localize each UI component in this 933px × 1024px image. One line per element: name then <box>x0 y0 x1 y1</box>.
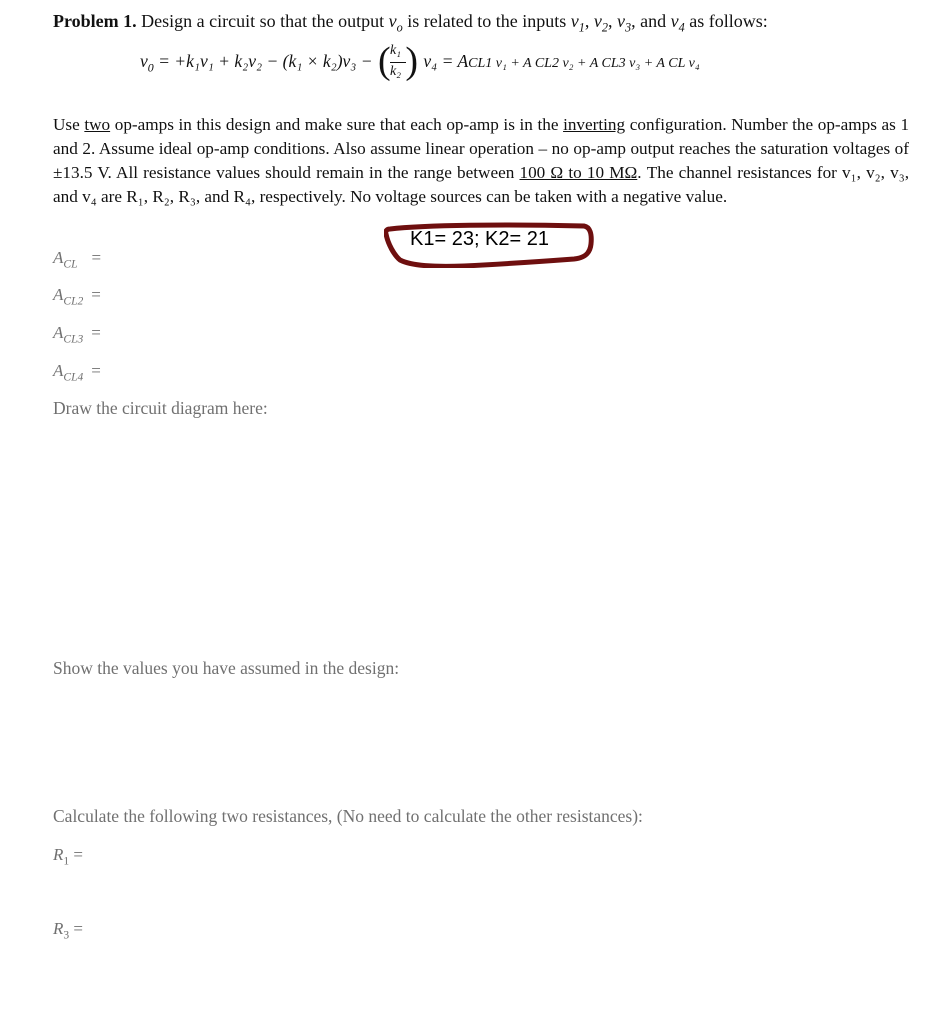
equation-term2: v₄ = A <box>423 51 469 72</box>
instructions-paragraph <box>53 113 909 209</box>
para-s2: op-amps in this design and make sure that each op-amp is in the <box>114 115 559 134</box>
para-s4: . The channel resistances for v₁, v₂, v₃, and v₄ are R₁, R₂, R₃, and R₄, respectively. No voltage sources can be taken with a negative value. <box>53 163 910 206</box>
output-variable: $v_o$ <box>388 11 403 35</box>
fraction-bar <box>390 62 406 63</box>
input-v4: $v_4$ <box>670 11 685 35</box>
fraction-denominator: k₂ <box>389 64 402 79</box>
prompt-calculate-resistances: Calculate the following two resistances, (No need to calculate the other resistances): <box>53 806 643 826</box>
equation-lhs: v <box>140 51 148 72</box>
resistance-range: 100 Ω to 10 MΩ <box>519 163 638 182</box>
annotation-k-values: K1= 23; K2= 21 <box>410 228 550 250</box>
answer-acl: $A_{CL}$ = <box>53 248 102 271</box>
problem-intro-text: Design a circuit so that the output <box>141 11 385 31</box>
para-s1: Use <box>53 115 80 134</box>
design-equation <box>140 40 700 83</box>
input-v1: $v_1$ <box>570 11 585 35</box>
equation-term1: = +k₁v₁ + k₂v₂ − (k₁ × k₂)v₃ − <box>158 51 373 72</box>
emphasis-two: two <box>84 115 111 134</box>
answer-acl3: $A_{CL3}$ = <box>53 323 101 346</box>
prompt-assumed-values: Show the values you have assumed in the design: <box>53 658 400 678</box>
answer-r3: $R_3$ = <box>53 919 84 942</box>
problem-intro-end: as follows: <box>689 11 768 31</box>
input-v2: $v_2$ <box>593 11 608 35</box>
para-s3: configuration. Number the op-amps as 1 and 2. Assume ideal op-amp conditions. Also assume linear operation – no op-amp output reaches the saturation voltages of ±13.5 V. All resistance values should remain in the range between <box>53 115 910 182</box>
equation-fraction: ( k₁ k₂ ) <box>377 40 418 82</box>
input-v3: $v_3$ <box>616 11 632 35</box>
answer-acl2: $A_{CL2}$ = <box>53 285 101 308</box>
prompt-draw-circuit: Draw the circuit diagram here: <box>53 398 268 418</box>
equation-lhs-sub: 0 <box>147 60 154 75</box>
emphasis-inverting: inverting <box>563 115 626 134</box>
problem-statement-line: Problem 1. Design a circuit so that the output $v_o$ is related to the inputs $v_1$, $v_2$, $v_3$, and $v_4$ as follows: <box>53 11 768 35</box>
answer-r1: $R_1$ = <box>53 845 84 868</box>
fraction-numerator: k₁ <box>389 43 402 58</box>
equation-rhs: CL1 v₁ + A CL2 v₂ + A CL3 v₃ + A CL v₄ <box>468 56 700 72</box>
problem-label: Problem 1. <box>53 11 137 31</box>
problem-intro-mid: is related to the inputs <box>407 11 567 31</box>
answer-acl4: $A_{CL4}$ = <box>53 361 101 384</box>
